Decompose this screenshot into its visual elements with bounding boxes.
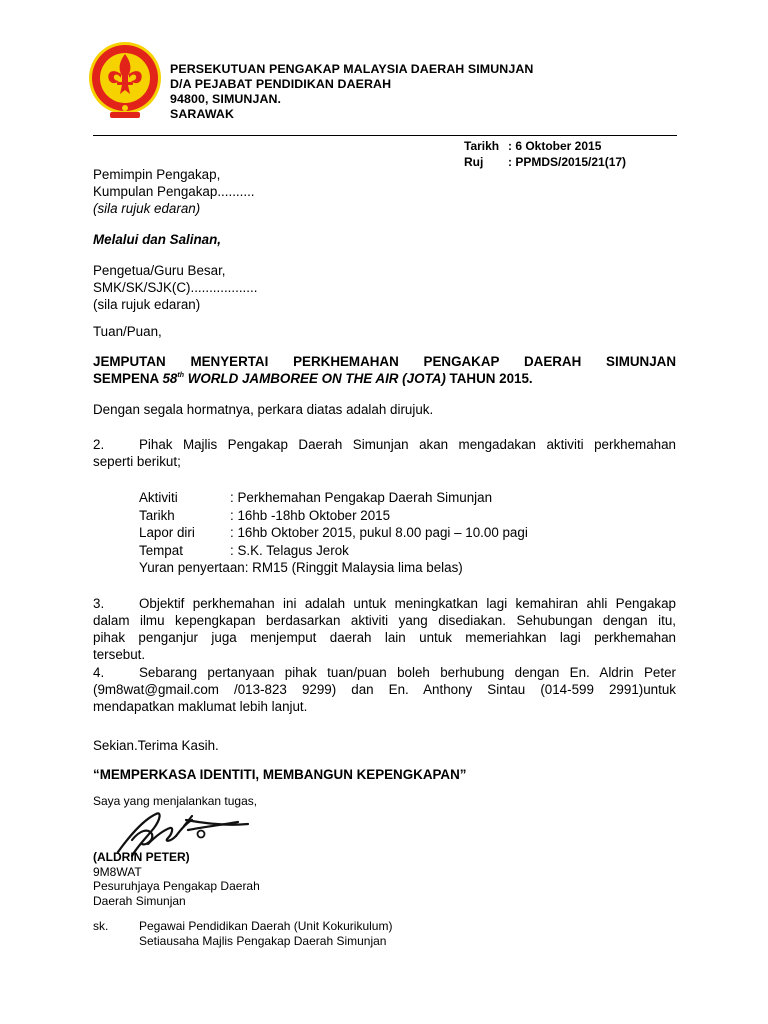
detail-row [139, 542, 528, 560]
cc-label: sk. [93, 919, 109, 933]
detail-label: Lapor diri [139, 525, 195, 540]
via-heading: Melalui dan Salinan, [93, 232, 221, 247]
via-recipient-line-2: SMK/SK/SJK(C).................. [93, 280, 258, 295]
motto: “MEMPERKASA IDENTITI, MEMBANGUN KEPENGKAPAN” [93, 767, 467, 782]
sign-off: Saya yang menjalankan tugas, [93, 794, 258, 808]
org-line-2: D/A PEJABAT PENDIDIKAN DAERAH [170, 77, 392, 91]
para3-line-4: tersebut. [93, 647, 146, 662]
reference-block [464, 138, 626, 170]
detail-row [139, 507, 528, 525]
para3-line-1: Objektif perkhemahan ini adalah untuk meningkatkan lagi kemahiran ahli Pengakap [139, 596, 676, 611]
signatory-block [93, 850, 260, 908]
signatory-title: Pesuruhjaya Pengakap Daerah [93, 879, 260, 893]
cc-block [93, 919, 392, 948]
para4-line-3: mendapatkan maklumat lebih lanjut. [93, 699, 308, 714]
para4-line-2: (9m8wat@gmail.com /013-823 9299) dan En. Anthony Sintau (014-599 2991)untuk [93, 682, 676, 697]
cc-line-1: Pegawai Pendidikan Daerah (Unit Kokurikulum) [139, 919, 393, 933]
recipient-line-1: Pemimpin Pengakap, [93, 167, 221, 182]
subject-line-1: JEMPUTAN MENYERTAI PERKHEMAHAN PENGAKAP DAERAH SIMUNJAN [93, 354, 676, 369]
org-line-1: PERSEKUTUAN PENGAKAP MALAYSIA DAERAH SIMUNJAN [170, 62, 534, 76]
ref-label: Ruj [464, 155, 484, 169]
para2-line-2: seperti berikut; [93, 454, 181, 469]
para3-number: 3. [93, 596, 105, 611]
detail-value: : Perkhemahan Pengakap Daerah Simunjan [230, 490, 493, 505]
subject [93, 353, 676, 387]
subject-superscript: th [177, 372, 184, 379]
para3-line-3: pihak penganjur juga menjemput daerah lain untuk memeriahkan lagi perkhemahan [93, 630, 676, 645]
opening-line: Dengan segala hormatnya, perkara diatas adalah dirujuk. [93, 402, 434, 417]
closing-line: Sekian.Terima Kasih. [93, 738, 219, 753]
header-divider [93, 135, 677, 136]
para4-number: 4. [93, 665, 105, 680]
detail-label: Aktiviti [139, 490, 178, 505]
para3-line-2: dalam ilmu kepengkapan berdasarkan aktiviti yang disediakan. Sehubungan dengan itu, [93, 613, 676, 628]
para4-line-1: Sebarang pertanyaan pihak tuan/puan boleh berhubung dengan En. Aldrin Peter [139, 665, 676, 680]
paragraph-3 [93, 595, 676, 663]
signatory-name: (ALDRIN PETER) [93, 850, 190, 864]
subject-prefix: SEMPENA [93, 371, 163, 386]
via-recipient-line-1: Pengetua/Guru Besar, [93, 263, 226, 278]
recipient-block [93, 166, 255, 217]
detail-value: : 16hb -18hb Oktober 2015 [230, 507, 391, 523]
paragraph-2 [93, 436, 676, 470]
signatory-district: Daerah Simunjan [93, 893, 186, 908]
detail-row [139, 524, 528, 542]
scout-logo [86, 38, 164, 120]
ref-value: : PPMDS/2015/21(17) [508, 155, 627, 169]
subject-suffix: TAHUN 2015. [445, 371, 533, 386]
recipient-line-3: (sila rujuk edaran) [93, 201, 201, 216]
org-line-4: SARAWAK [170, 107, 235, 121]
detail-row [139, 489, 528, 507]
detail-label: Tempat [139, 542, 183, 558]
detail-label: Tarikh [139, 507, 175, 523]
detail-value: : 16hb Oktober 2015, pukul 8.00 pagi – 10.00 pagi [230, 525, 528, 540]
signatory-callsign: 9M8WAT [93, 864, 142, 879]
subject-number: 58 [162, 371, 178, 386]
details-table [139, 489, 528, 577]
cc-line-2: Setiausaha Majlis Pengakap Daerah Simunjan [139, 933, 387, 948]
para2-line-1: Pihak Majlis Pengakap Daerah Simunjan akan mengadakan aktiviti perkhemahan [139, 437, 676, 452]
date-label: Tarikh [464, 139, 500, 153]
detail-value: : S.K. Telagus Jerok [230, 542, 349, 558]
org-header [170, 62, 533, 122]
via-recipient-line-3: (sila rujuk edaran) [93, 297, 201, 312]
via-recipient-block [93, 262, 257, 313]
org-line-3: 94800, SIMUNJAN. [170, 92, 282, 106]
para2-number: 2. [93, 437, 105, 452]
salutation: Tuan/Puan, [93, 324, 162, 339]
date-value: : 6 Oktober 2015 [508, 139, 602, 153]
subject-jota: WORLD JAMBOREE ON THE AIR (JOTA) [183, 371, 446, 386]
paragraph-4 [93, 664, 676, 715]
recipient-line-2: Kumpulan Pengakap.......... [93, 184, 255, 199]
fee-line: Yuran penyertaan: RM15 (Ringgit Malaysia lima belas) [139, 560, 463, 575]
subject-line-2 [93, 370, 676, 387]
